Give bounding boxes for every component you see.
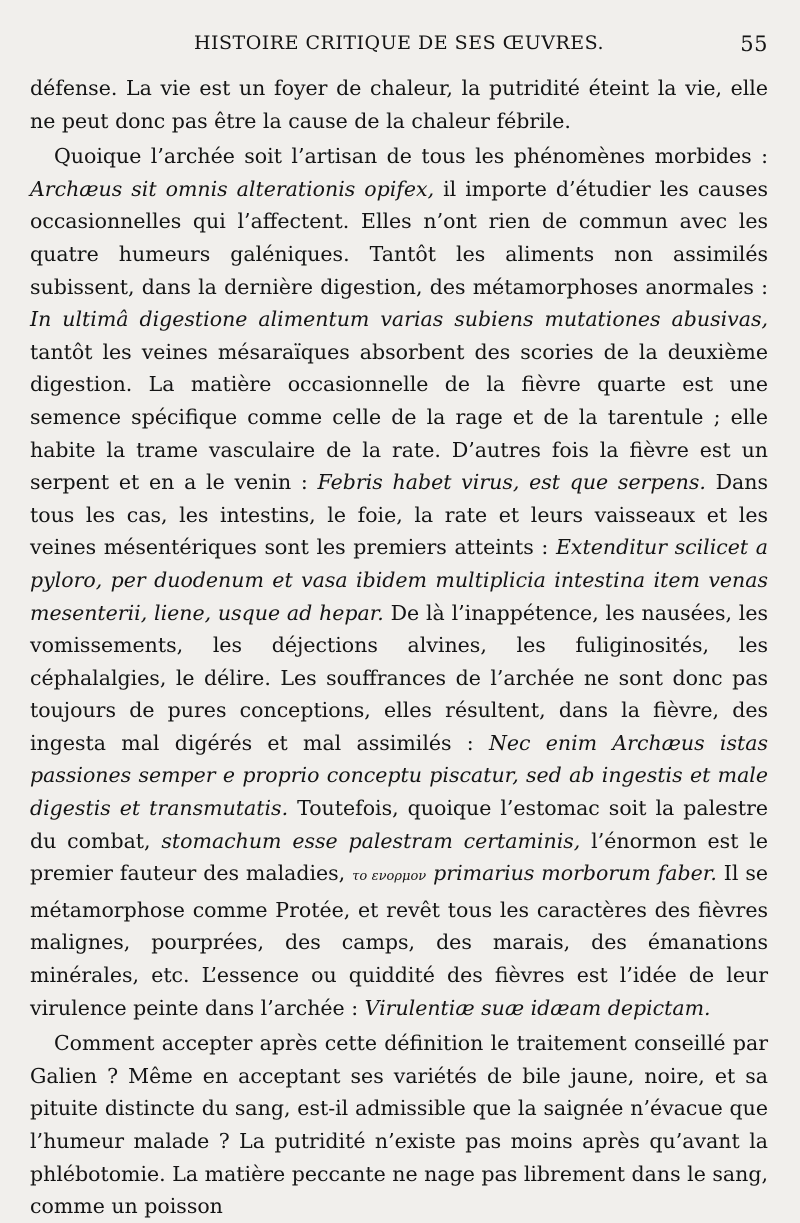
body-text [30, 72, 768, 1223]
paragraph [30, 1027, 768, 1223]
text-run: Dans tous les cas, les intestins, le foie, la rate et leurs vaisseaux et les veines mésentériques sont les premiers atteints : [30, 470, 768, 560]
latin-quotation: stomachum esse palestram certaminis, [161, 828, 581, 853]
paragraph [30, 140, 768, 1024]
latin-quotation: Archæus sit omnis alterationis opifex, [30, 176, 435, 201]
greek-term: το ενορμον [352, 869, 427, 885]
text-run: Quoique l’archée soit l’artisan de tous les phénomènes morbides : [54, 144, 768, 169]
text-run: défense. La vie est un foyer de chaleur, la putridité éteint la vie, elle ne peut donc pas être la cause de la chaleur fébrile. [30, 76, 768, 133]
latin-quotation: Extenditur scilicet a pyloro, per duodenum et vasa ibidem multiplicia intestina item venas mesenterii, liene, usque ad hepar. [30, 535, 768, 625]
latin-quotation: primarius morborum faber. [433, 861, 717, 886]
text-run: tantôt les veines mésaraïques absorbent des scories de la deuxième digestion. La matière occasionnelle de la fièvre quarte est une semence spécifique comme celle de la rage et de la tarentule ; elle habite la trame vasculaire de la rate. D’autres fois la fièvre est un serpent et en a le venin : [30, 339, 768, 495]
text-run: l’énormon est le premier fauteur des maladies, [30, 828, 768, 886]
page-number: 55 [740, 32, 768, 56]
text-run: Il se métamorphose comme Protée, et revêt tous les caractères des fièvres malignes, pourprées, des camps, des marais, des émanations minérales, etc. L’essence ou quiddité des fièvres est l’idée de leur virulence peinte dans l’archée : [30, 861, 768, 1020]
latin-quotation: Nec enim Archæus istas passiones semper e proprio conceptu piscatur, sed ab ingestis et male digestis et transmutatis. [30, 730, 768, 821]
paragraph [30, 72, 768, 137]
running-head [30, 28, 768, 62]
latin-quotation: Virulentiæ suæ idæam depictam. [364, 995, 711, 1020]
text-run: il importe d’étudier les causes occasionnelles qui l’affectent. Elles n’ont rien de commun avec les quatre humeurs galéniques. Tantôt les aliments non assimilés subissent, dans la dernière digestion, des métamorphoses anormales : [30, 176, 769, 299]
text-run: De là l’inappétence, les nausées, les vomissements, les déjections alvines, les fuliginosités, les céphalalgies, le délire. Les souffrances de l’archée ne sont donc pas toujours de pures conceptions, elles résultent, dans la fièvre, des ingesta mal digérés et mal assimilés : [30, 600, 768, 755]
latin-quotation: Febris habet virus, est que serpens. [317, 470, 706, 495]
text-run: Comment accepter après cette définition le traitement conseillé par Galien ? Même en acceptant ses variétés de bile jaune, noire, et sa pituite distincte du sang, est-il admissible que la saignée n’évacue que l’humeur malade ? La putridité n’existe pas moins après qu’avant la phlébotomie. La matière peccante ne nage pas librement dans le sang, comme un poisson [30, 1031, 768, 1219]
running-title: HISTOIRE CRITIQUE DE SES ŒUVRES. [193, 32, 605, 54]
latin-quotation: In ultimâ digestione alimentum varias subiens mutationes abusivas, [30, 307, 768, 332]
text-run: Toutefois, quoique l’estomac soit la palestre du combat, [30, 796, 768, 853]
